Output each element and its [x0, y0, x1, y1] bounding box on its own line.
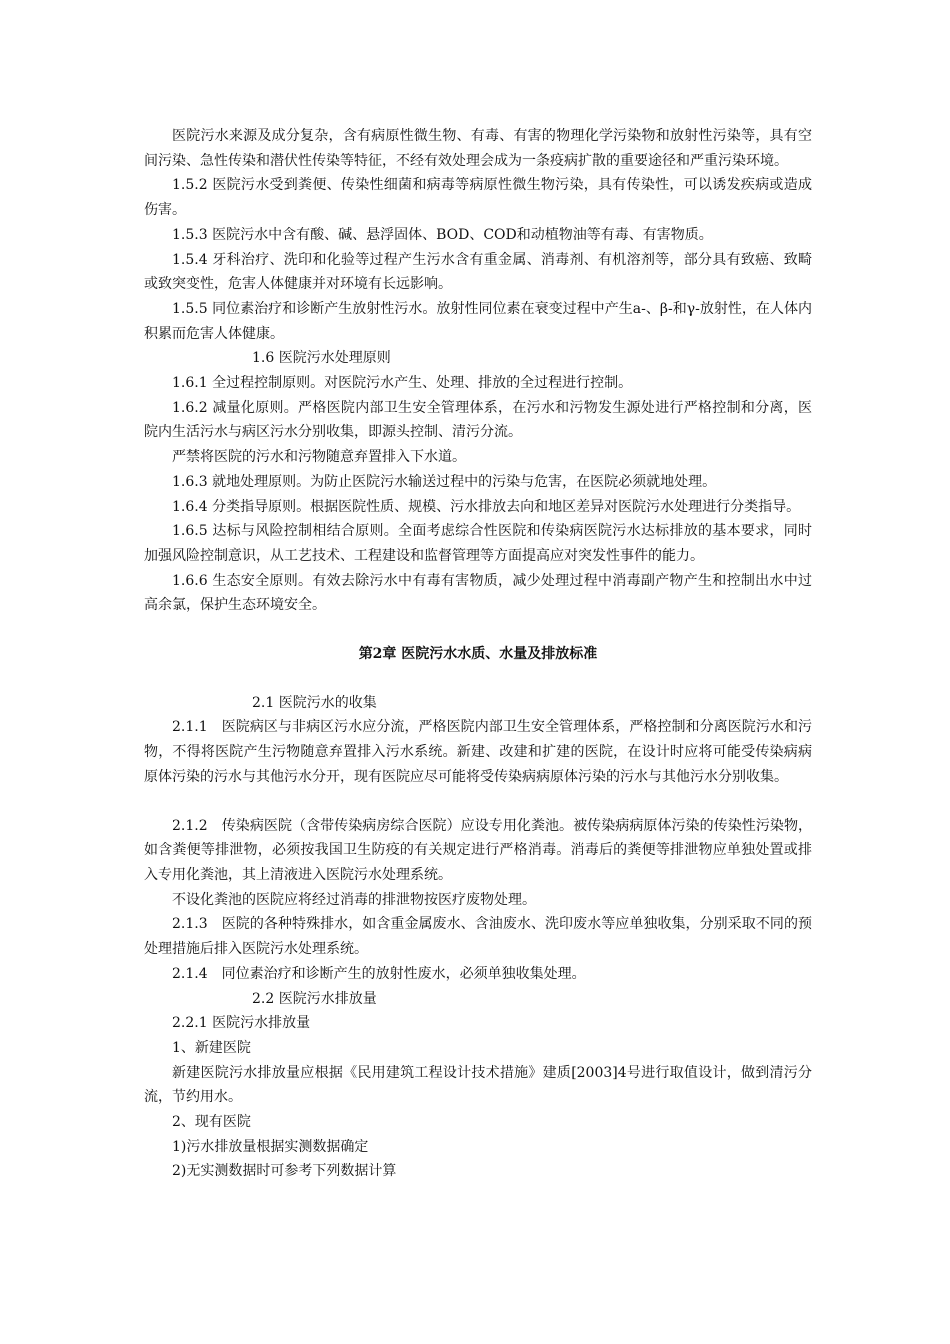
paragraph-1-5-5: 1.5.5 同位素治疗和诊断产生放射性污水。放射性同位素在衰变过程中产生a-、β-和γ-放射性，在人体内积累而危害人体健康。	[144, 300, 812, 342]
paragraph-1-6-5: 1.6.5 达标与风险控制相结合原则。全面考虑综合性医院和传染病医院污水达标排放的基本要求，同时加强风险控制意识，从工艺技术、工程建设和监督管理等方面提高应对突发性事件的能力。	[144, 523, 812, 564]
paragraph-intro: 医院污水来源及成分复杂，含有病原性微生物、有毒、有害的物理化学污染物和放射性污染等，具有空间污染、急性传染和潜伏性传染等特征，不经有效处理会成为一条疫病扩散的重要途径和严重污染环境。	[144, 128, 812, 169]
paragraph-1-6-3: 1.6.3 就地处理原则。为防止医院污水输送过程中的污染与危害，在医院必须就地处理。	[172, 473, 717, 490]
paragraph-1-5-4: 1.5.4 牙科治疗、洗印和化验等过程产生污水含有重金属、消毒剂、有机溶剂等，部分具有致癌、致畸或致突变性，危害人体健康并对环境有长远影响。	[144, 251, 812, 293]
document-body	[144, 124, 812, 1184]
paragraph-1-5-2: 1.5.2 医院污水受到粪便、传染性细菌和病毒等病原性微生物污染，具有传染性，可以诱发疾病或造成伤害。	[144, 177, 812, 219]
paragraph-1-5-3: 1.5.3 医院污水中含有酸、碱、悬浮固体、BOD、COD和动植物油等有毒、有害物质。	[172, 226, 713, 243]
list-item-measured-data: 1)污水排放量根据实测数据确定	[172, 1138, 369, 1155]
section-heading-2-1: 2.1 医院污水的收集	[252, 694, 377, 711]
list-item-reference-data: 2)无实测数据时可参考下列数据计算	[172, 1163, 397, 1180]
paragraph-2-1-4: 2.1.4 同位素治疗和诊断产生的放射性废水，必须单独收集处理。	[172, 965, 586, 982]
paragraph-new-hospital-discharge: 新建医院污水排放量应根据《民用建筑工程设计技术措施》建质[2003]4号进行取值设计，做到清污分流，节约用水。	[144, 1064, 812, 1106]
paragraph-1-6-4: 1.6.4 分类指导原则。根据医院性质、规模、污水排放去向和地区差异对医院污水处理进行分类指导。	[172, 498, 801, 515]
list-item-existing-hospital: 2、现有医院	[172, 1114, 251, 1131]
paragraph-2-2-1: 2.2.1 医院污水排放量	[172, 1015, 311, 1032]
paragraph-1-6-1: 1.6.1 全过程控制原则。对医院污水产生、处理、排放的全过程进行控制。	[172, 375, 633, 392]
paragraph-no-septic-tank: 不设化粪池的医院应将经过消毒的排泄物按医疗废物处理。	[172, 891, 536, 908]
paragraph-sewer-ban: 严禁将医院的污水和污物随意弃置排入下水道。	[172, 449, 466, 466]
list-item-new-hospital: 1、新建医院	[172, 1039, 251, 1056]
paragraph-2-1-1: 2.1.1 医院病区与非病区污水应分流，严格医院内部卫生安全管理体系，严格控制和分离医院污水和污物，不得将医院产生污物随意弃置排入污水系统。新建、改建和扩建的医院，在设计时应将可能受传染病病原体污染的污水与其他污水分开，现有医院应尽可能将受传染病病原体污染的污水与其他污水分别收集。	[144, 719, 812, 785]
paragraph-1-6-6: 1.6.6 生态安全原则。有效去除污水中有毒有害物质，减少处理过程中消毒副产物产生和控制出水中过高余氯，保护生态环境安全。	[144, 572, 812, 614]
paragraph-2-1-2: 2.1.2 传染病医院（含带传染病房综合医院）应设专用化粪池。被传染病病原体污染的传染性污染物，如含粪便等排泄物，必须按我国卫生防疫的有关规定进行严格消毒。消毒后的粪便等排泄物应单独处置或排入专用化粪池，其上清液进入医院污水处理系统。	[144, 817, 812, 883]
section-heading-2-2: 2.2 医院污水排放量	[252, 990, 377, 1007]
section-heading-1-6: 1.6 医院污水处理原则	[252, 350, 391, 367]
chapter-title: 第2章 医院污水水质、水量及排放标准	[358, 646, 598, 663]
paragraph-1-6-2: 1.6.2 减量化原则。严格医院内部卫生安全管理体系，在污水和污物发生源处进行严格控制和分离，医院内生活污水与病区污水分别收集，即源头控制、清污分流。	[144, 399, 812, 441]
paragraph-2-1-3: 2.1.3 医院的各种特殊排水，如含重金属废水、含油废水、洗印废水等应单独收集，分别采取不同的预处理措施后排入医院污水处理系统。	[144, 916, 812, 958]
